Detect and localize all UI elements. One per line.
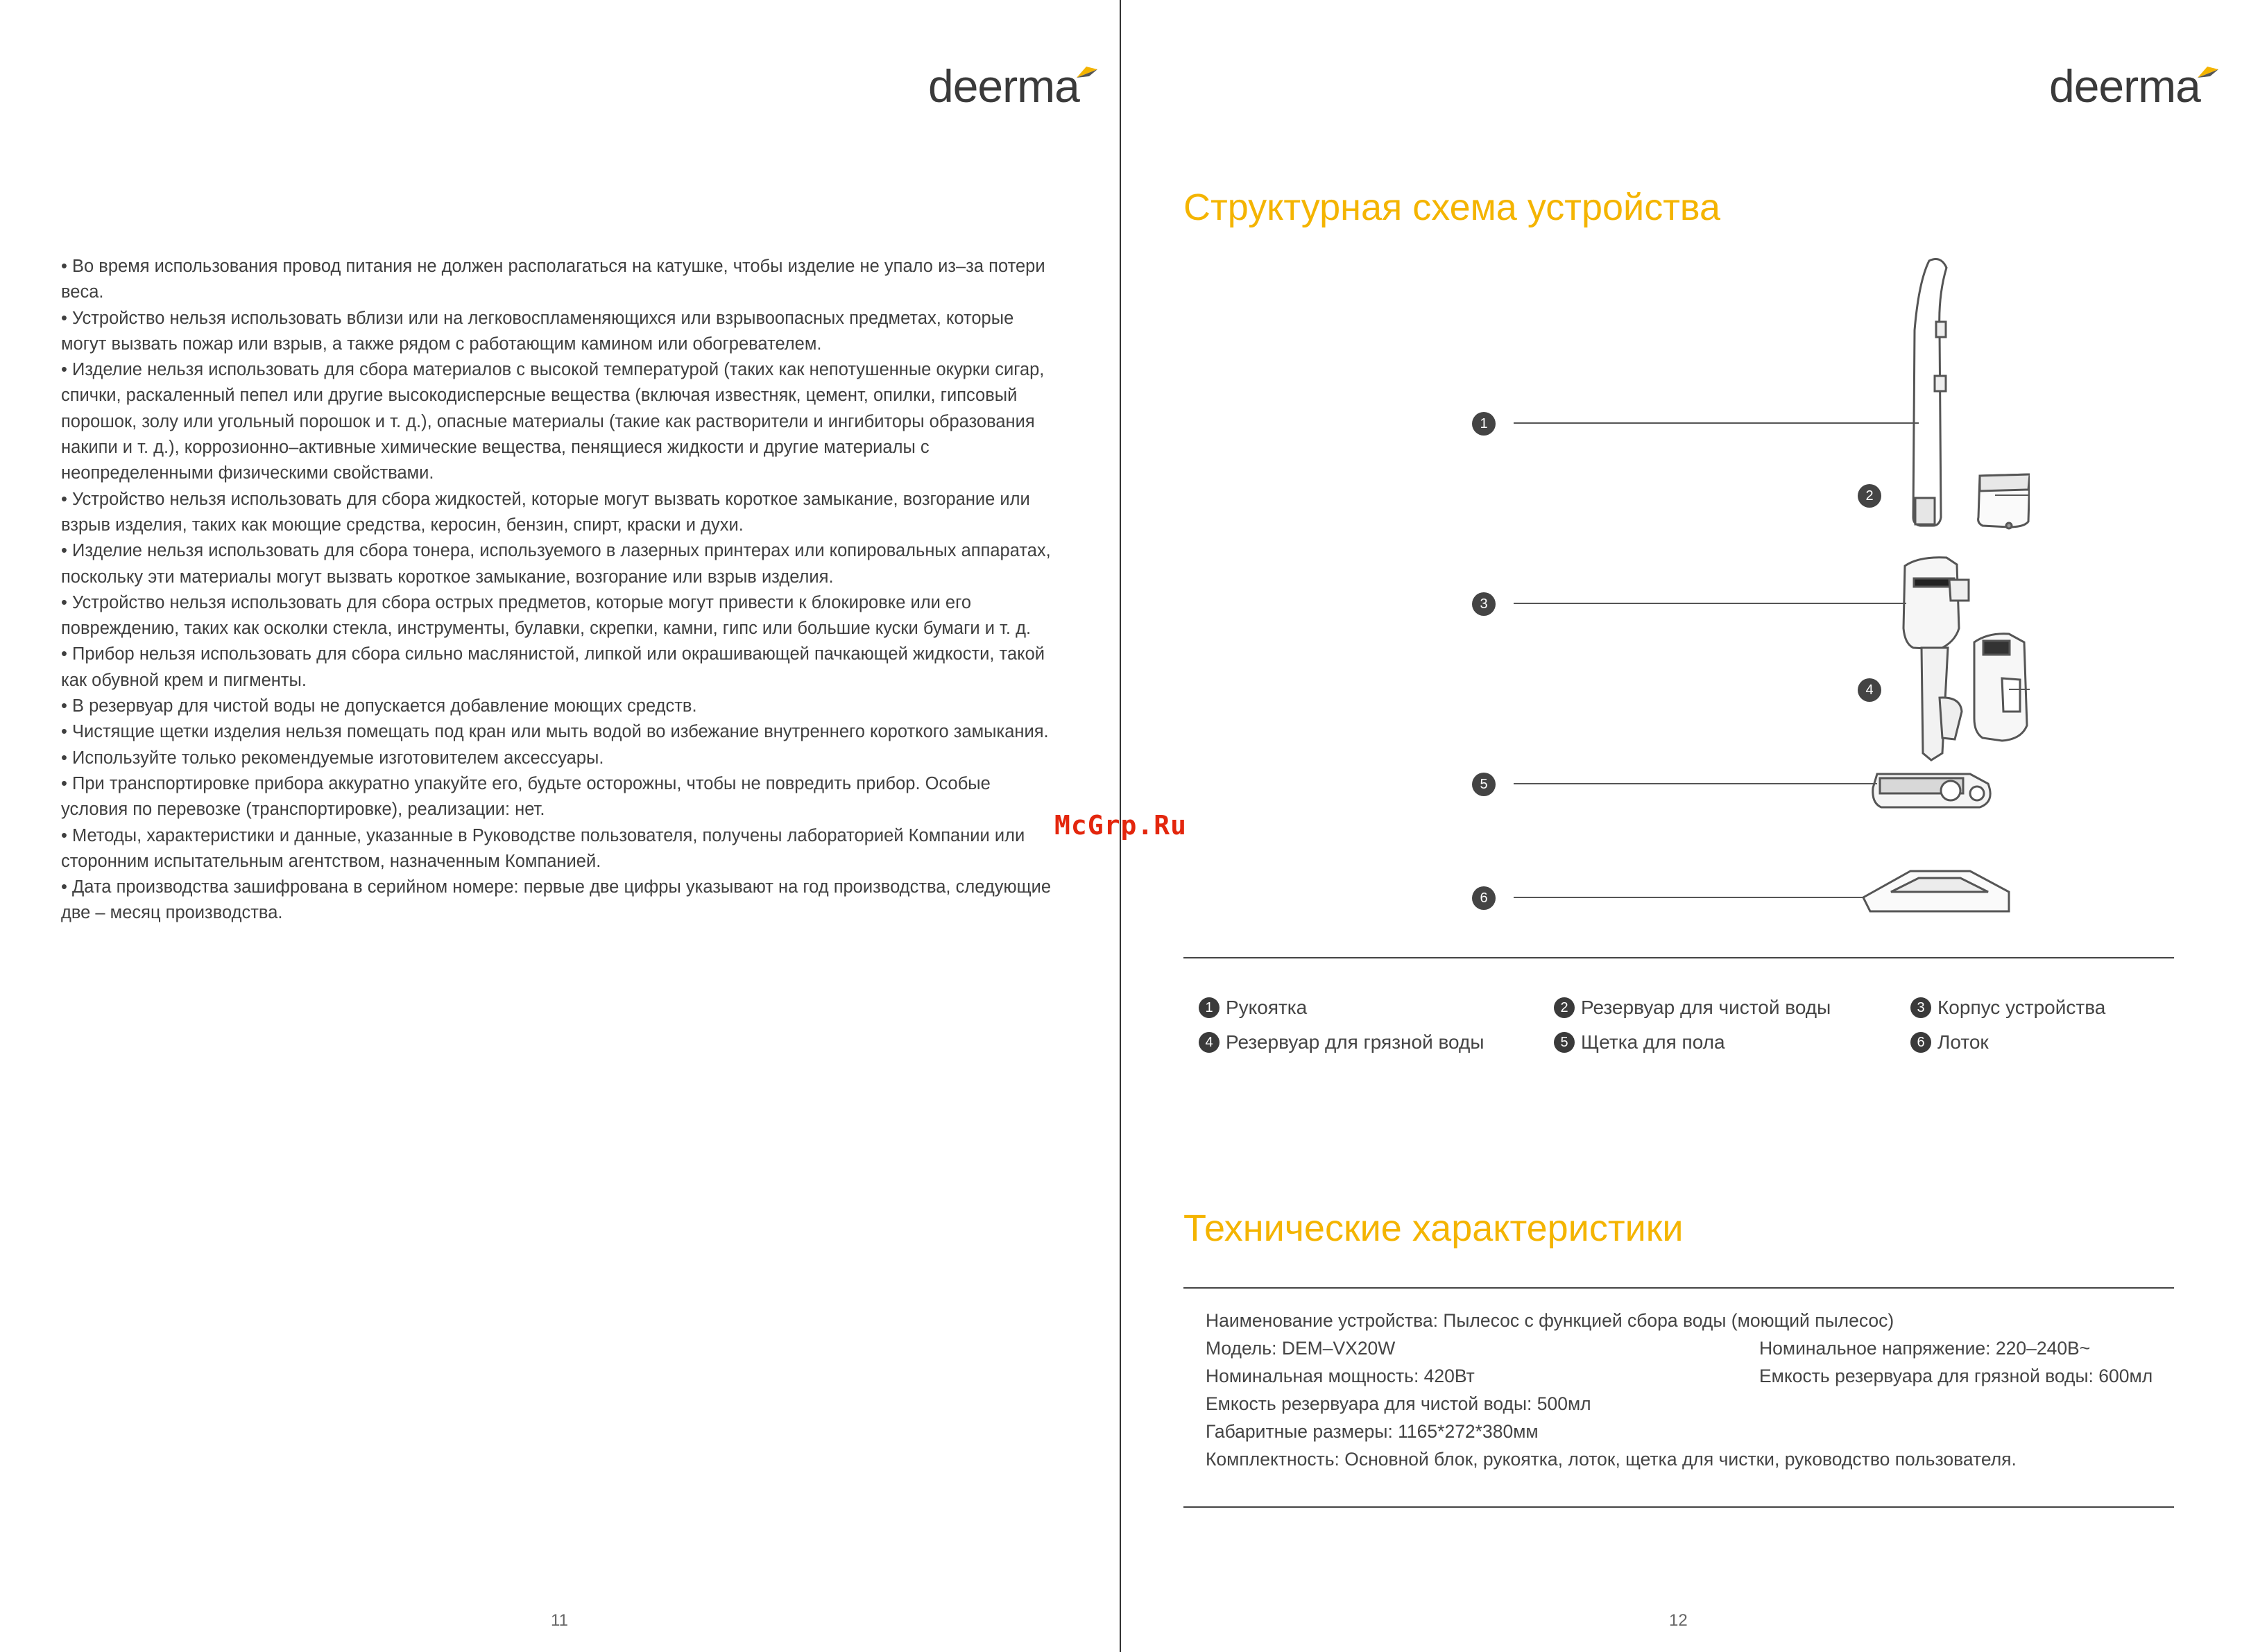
legend-row [1199, 1031, 2184, 1066]
callout-number: 5 [1472, 773, 1496, 796]
legend-label: Резервуар для чистой воды [1581, 997, 1831, 1018]
device-structure-diagram [1461, 254, 2030, 933]
callout-number: 4 [1858, 678, 1881, 702]
callout-4 [1858, 678, 1888, 702]
legend-row [1199, 997, 2184, 1031]
callout-number: 1 [1472, 412, 1496, 436]
tray-illustration [1863, 871, 2009, 911]
spec-row [1206, 1390, 2177, 1418]
bullet-item: • В резервуар для чистой воды не допускается добавление моющих средств. [61, 696, 697, 716]
callout-2 [1858, 484, 1888, 508]
legend-label: Лоток [1937, 1031, 1989, 1053]
spec-row [1206, 1307, 2177, 1334]
watermark-text: McGrp.Ru [1054, 810, 1188, 841]
callout-3 [1472, 592, 1502, 616]
callout-6 [1472, 886, 1502, 910]
legend-item [1199, 1031, 1484, 1053]
legend-number: 5 [1554, 1032, 1575, 1053]
page-number-left: 11 [551, 1611, 568, 1630]
divider [1183, 1506, 2174, 1508]
bullet-item: • Изделие нельзя использовать для сбора тонера, используемого в лазерных принтерах или копировальных аппаратах, поскольку эти материалы могут вызвать короткое замыкание, возгорание или взрыв изделия. [61, 541, 1051, 587]
brand-logo [928, 60, 1099, 112]
legend-label: Щетка для пола [1581, 1031, 1725, 1053]
bullet-item: • Используйте только рекомендуемые изготовителем аксессуары. [61, 748, 604, 768]
callout-number: 6 [1472, 886, 1496, 910]
legend-label: Резервуар для грязной воды [1226, 1031, 1484, 1053]
device-body-illustration [1903, 558, 1969, 760]
bullet-item: • Устройство нельзя использовать для сбора жидкостей, которые могут вызвать короткое замыкание, возгорание или взрыв изделия, таких как моющие средства, керосин, бензин, спирт, краски и духи. [61, 489, 1030, 535]
legend-item [1199, 997, 1307, 1019]
bullet-item: • Методы, характеристики и данные, указанные в Руководстве пользователя, получены лабораторией Компании или сторонним испытательным агентством, назначенным Компанией. [61, 825, 1025, 871]
bullet-item: • Чистящие щетки изделия нельзя помещать под кран или мыть водой во избежание внутреннего короткого замыкания. [61, 722, 1049, 742]
logo-leaf-icon [1075, 65, 1099, 79]
brand-logo-text: deerma [928, 60, 1079, 112]
legend-item [1910, 997, 2105, 1019]
bullet-item: • При транспортировке прибора аккуратно упакуйте его, будьте осторожны, чтобы не повредить прибор. Особые условия по перевозке (транспортировке), реализации: нет. [61, 773, 991, 820]
specs-title: Технические характеристики [1183, 1207, 1684, 1249]
bullet-item: • Дата производства зашифрована в серийном номере: первые две цифры указывают на год производства, следующие две – месяц производства. [61, 877, 1052, 923]
legend-number: 3 [1910, 997, 1931, 1018]
floor-brush-illustration [1873, 774, 1990, 807]
legend-number: 1 [1199, 997, 1220, 1018]
bullet-item: • Устройство нельзя использовать вблизи или на легковоспламеняющихся или взрывоопасных предметах, которые могут вызвать пожар или взрыв, а также рядом с работающим камином или обогревателем. [61, 308, 1014, 354]
spec-row [1206, 1334, 2177, 1362]
spec-clean-tank: Емкость резервуара для чистой воды: 500мл [1206, 1393, 1591, 1414]
callout-number: 2 [1858, 484, 1881, 508]
spec-dirty-tank: Емкость резервуара для грязной воды: 600мл [1759, 1366, 2153, 1386]
legend-number: 4 [1199, 1032, 1220, 1053]
clean-water-tank-illustration [1978, 474, 2030, 528]
legend-item [1554, 1031, 1725, 1053]
logo-leaf-icon [2196, 65, 2220, 79]
spec-package: Комплектность: Основной блок, рукоятка, лоток, щетка для чистки, руководство пользователя. [1206, 1449, 2017, 1470]
brand-logo [2049, 60, 2220, 112]
bullet-item: • Изделие нельзя использовать для сбора материалов с высокой температурой (таких как непотушенные окурки сигар, спички, раскаленный пепел или другие высокодисперсные вещества (включая известняк, цемент, опилки, гипсовый порошок, золу или угольный порошок и т. д.), опасные материалы (такие как растворители и ингибиторы образования накипи и т. д.), коррозионно–активные химические вещества, пенящиеся жидкости и другие материалы с неопределенными физическими свойствами. [61, 360, 1045, 483]
spec-name: Наименование устройства: Пылесос с функцией сбора воды (моющий пылесос) [1206, 1310, 1894, 1331]
spec-power: Номинальная мощность: 420Вт [1206, 1366, 1475, 1386]
parts-legend [1199, 997, 2184, 1066]
brand-logo-text: deerma [2049, 60, 2200, 112]
diagram-title: Структурная схема устройства [1183, 187, 1721, 228]
spec-row [1206, 1445, 2177, 1473]
spec-dimensions: Габаритные размеры: 1165*272*380мм [1206, 1421, 1539, 1442]
handle-illustration [1913, 259, 1946, 526]
specs-list [1206, 1307, 2177, 1473]
legend-item [1910, 1031, 1989, 1053]
callout-1 [1472, 412, 1502, 436]
bullet-item: • Устройство нельзя использовать для сбора острых предметов, которые могут привести к блокировке или его повреждению, таких как осколки стекла, инструменты, булавки, скрепки, камни, гипс или большие куски бумаги и т. д. [61, 592, 1032, 639]
legend-number: 6 [1910, 1032, 1931, 1053]
spec-row [1206, 1362, 2177, 1390]
bullet-item: • Во время использования провод питания не должен располагаться на катушке, чтобы изделие не упало из–за потери веса. [61, 257, 1045, 302]
legend-label: Рукоятка [1226, 997, 1308, 1018]
safety-bullets [61, 254, 1060, 927]
divider [1183, 1287, 2174, 1289]
bullet-item: • Прибор нельзя использовать для сбора сильно маслянистой, липкой или окрашивающей пачкающей жидкости, такой как обувной крем и пигменты. [61, 644, 1045, 690]
dirty-water-tank-illustration [1974, 634, 2027, 741]
spec-row [1206, 1418, 2177, 1445]
callout-5 [1472, 773, 1502, 796]
spec-model: Модель: DEM–VX20W [1206, 1338, 1396, 1359]
spec-voltage: Номинальное напряжение: 220–240В~ [1759, 1338, 2091, 1359]
legend-item [1554, 997, 1831, 1019]
legend-number: 2 [1554, 997, 1575, 1018]
callout-number: 3 [1472, 592, 1496, 616]
divider [1183, 957, 2174, 958]
right-page [1122, 0, 2242, 1652]
legend-label: Корпус устройства [1937, 997, 2106, 1018]
page-number-right: 12 [1669, 1611, 1688, 1630]
